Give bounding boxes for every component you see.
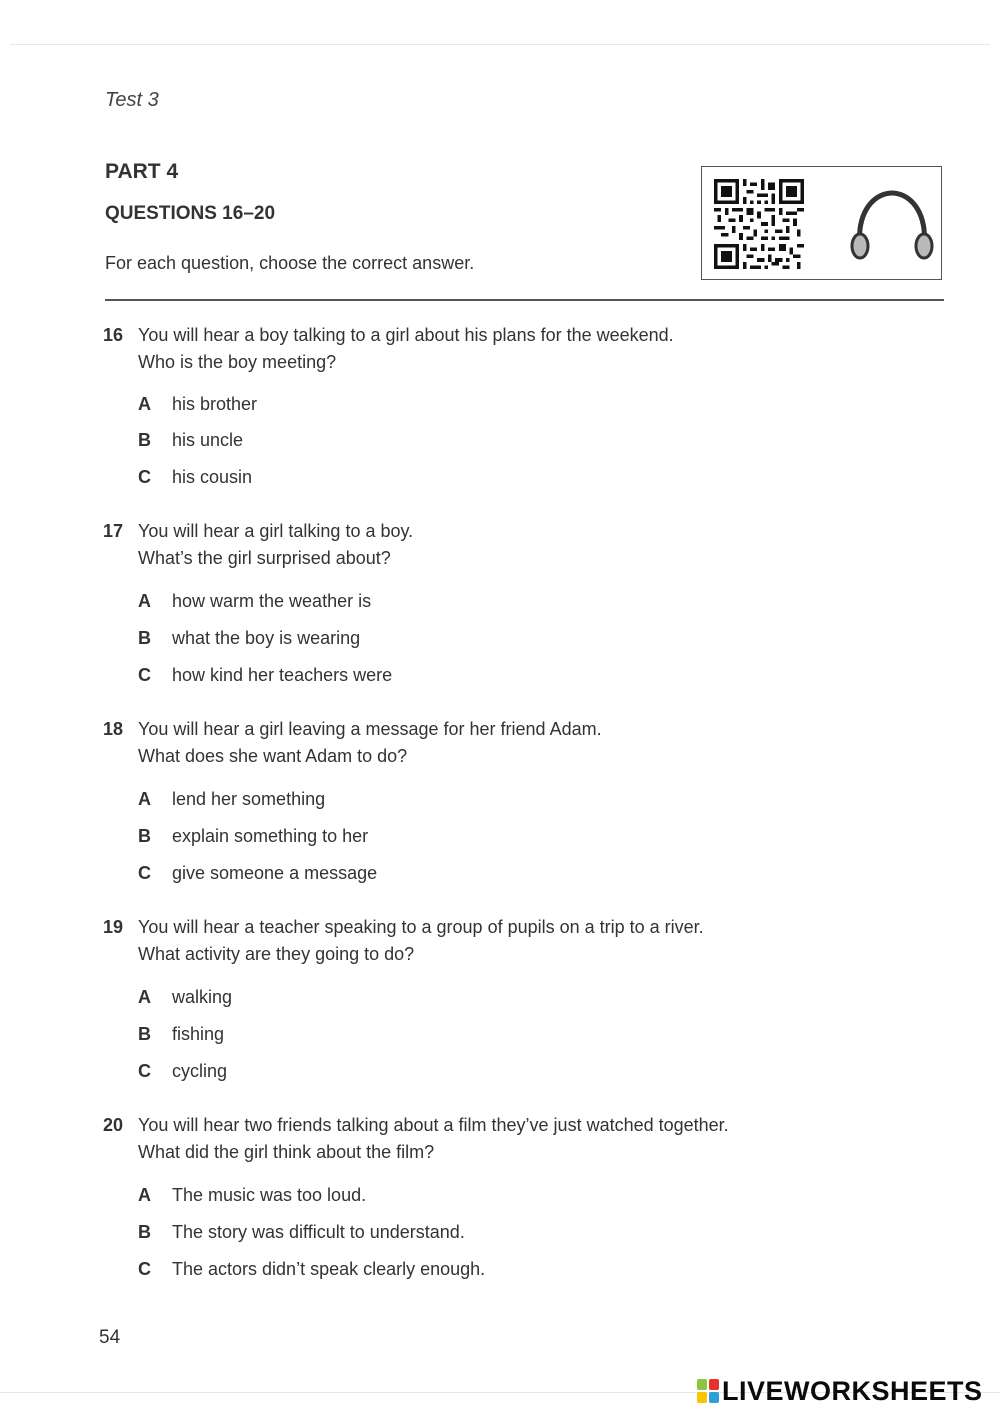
- option-a[interactable]: A lend her something: [138, 789, 326, 809]
- option-a[interactable]: A how warm the weather is: [138, 591, 372, 611]
- option-c[interactable]: C how kind her teachers were: [138, 665, 393, 685]
- liveworksheets-logo-icon: [697, 1379, 719, 1403]
- option-a[interactable]: A The music was too loud.: [138, 1185, 367, 1205]
- question-prompt: What’s the girl surprised about?: [138, 548, 391, 568]
- questions-title: QUESTIONS 16–20: [105, 203, 276, 224]
- question-context: You will hear a girl leaving a message for her friend Adam.: [138, 719, 602, 739]
- top-edge-rule: [10, 44, 990, 45]
- question-context: You will hear a boy talking to a girl about his plans for the weekend.: [138, 325, 674, 345]
- part-title: PART 4: [105, 160, 179, 183]
- headphones-icon[interactable]: [846, 189, 938, 267]
- question-context: You will hear two friends talking about a film they’ve just watched together.: [138, 1115, 729, 1135]
- option-b[interactable]: B what the boy is wearing: [138, 628, 361, 648]
- test-label: Test 3: [105, 89, 159, 111]
- question-number: 18: [103, 719, 124, 739]
- instruction-text: For each question, choose the correct answer.: [105, 253, 475, 273]
- audio-box[interactable]: [701, 166, 942, 280]
- option-a[interactable]: A his brother: [138, 394, 258, 414]
- page-number: 54: [99, 1327, 121, 1348]
- option-b[interactable]: B fishing: [138, 1024, 225, 1044]
- question-context: You will hear a girl talking to a boy.: [138, 521, 414, 541]
- question-number: 17: [103, 521, 124, 541]
- question-context: You will hear a teacher speaking to a group of pupils on a trip to a river.: [138, 917, 704, 937]
- option-a[interactable]: A walking: [138, 987, 233, 1007]
- option-b[interactable]: B explain something to her: [138, 826, 369, 846]
- question-prompt: What activity are they going to do?: [138, 944, 415, 964]
- option-b[interactable]: B his uncle: [138, 430, 244, 450]
- liveworksheets-brand[interactable]: [697, 1376, 983, 1406]
- option-b[interactable]: B The story was difficult to understand.: [138, 1222, 465, 1242]
- question-prompt: What does she want Adam to do?: [138, 746, 408, 766]
- option-c[interactable]: C his cousin: [138, 467, 253, 487]
- question-number: 19: [103, 917, 124, 937]
- question-prompt: What did the girl think about the film?: [138, 1142, 435, 1162]
- qr-code-icon[interactable]: [714, 179, 804, 269]
- question-number: 20: [103, 1115, 124, 1135]
- option-c[interactable]: C give someone a message: [138, 863, 378, 883]
- brand-text: LIVEWORKSHEETS: [722, 1375, 983, 1406]
- section-divider: [105, 299, 944, 301]
- question-number: 16: [103, 325, 124, 345]
- option-c[interactable]: C The actors didn’t speak clearly enough.: [138, 1259, 486, 1279]
- question-prompt: Who is the boy meeting?: [138, 352, 337, 372]
- option-c[interactable]: C cycling: [138, 1061, 228, 1081]
